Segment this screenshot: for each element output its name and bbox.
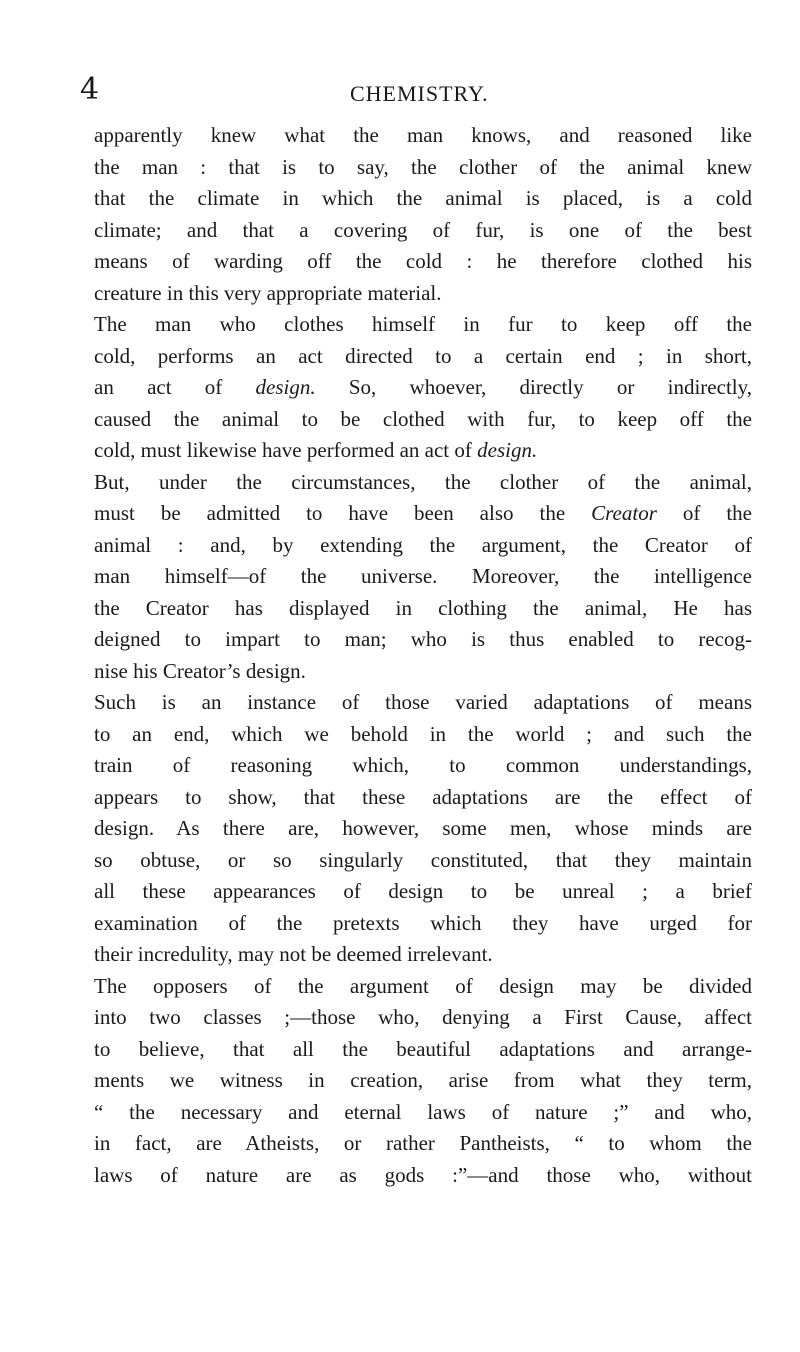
text-line: laws of nature are as gods :”—and those who, without xyxy=(94,1162,752,1187)
text-line: ments we witness in creation, arise from what they term, xyxy=(94,1068,752,1092)
running-title: CHEMISTRY. xyxy=(350,81,489,106)
body-text xyxy=(94,120,752,1191)
text-line: But, under the circumstances, the clother of the animal, xyxy=(94,469,752,494)
text-line: the man : that is to say, the clother of the animal knew xyxy=(94,154,752,179)
text-line: means of warding off the cold : he therefore clothed his xyxy=(94,249,752,273)
text-line: cold, performs an act directed to a certain end ; in short, xyxy=(94,343,752,368)
text-line: their incredulity, may not be deemed irrelevant. xyxy=(94,942,493,966)
text-line: nise his Creator’s design. xyxy=(94,658,306,683)
text-line: that the climate in which the animal is placed, is a cold xyxy=(94,186,752,210)
page-number: 4 xyxy=(80,72,100,107)
text-line: apparently knew what the man knows, and reasoned like xyxy=(94,123,752,147)
text-line: caused the animal to be clothed with fur, to keep off the xyxy=(94,406,752,431)
text-line: deigned to impart to man; who is thus enabled to recog- xyxy=(94,627,752,651)
text-line: all these appearances of design to be unreal ; a brief xyxy=(94,879,752,903)
text-line: cold, must likewise have performed an act of design. xyxy=(94,438,538,462)
text-line: to believe, that all the beautiful adaptations and arrange- xyxy=(94,1036,752,1061)
text-line: man himself—of the universe. Moreover, the intelligence xyxy=(94,564,752,588)
text-line: The opposers of the argument of design may be divided xyxy=(94,973,752,998)
text-line: into two classes ;—those who, denying a First Cause, affect xyxy=(94,1005,752,1029)
text-line: creature in this very appropriate material. xyxy=(94,280,442,305)
text-line: The man who clothes himself in fur to keep off the xyxy=(94,312,752,336)
text-line: Such is an instance of those varied adaptations of means xyxy=(94,690,752,714)
text-line: design. As there are, however, some men, whose minds are xyxy=(94,816,752,840)
text-line: the Creator has displayed in clothing the animal, He has xyxy=(94,595,752,620)
text-line: to an end, which we behold in the world ; and such the xyxy=(94,721,752,746)
text-line: must be admitted to have been also the Creator of the xyxy=(94,501,752,525)
text-line: climate; and that a covering of fur, is one of the best xyxy=(94,217,752,242)
text-line: appears to show, that these adaptations are the effect of xyxy=(94,784,752,809)
text-line: train of reasoning which, to common understandings, xyxy=(94,753,752,777)
text-line: examination of the pretexts which they have urged for xyxy=(94,910,752,935)
text-line: “ the necessary and eternal laws of nature ;” and who, xyxy=(94,1099,752,1124)
text-line: an act of design. So, whoever, directly or indirectly, xyxy=(94,375,752,399)
text-line: so obtuse, or so singularly constituted, that they maintain xyxy=(94,847,752,872)
page-header xyxy=(80,70,740,110)
text-line: in fact, are Atheists, or rather Pantheists, “ to whom the xyxy=(94,1131,752,1155)
text-line: animal : and, by extending the argument, the Creator of xyxy=(94,532,752,557)
